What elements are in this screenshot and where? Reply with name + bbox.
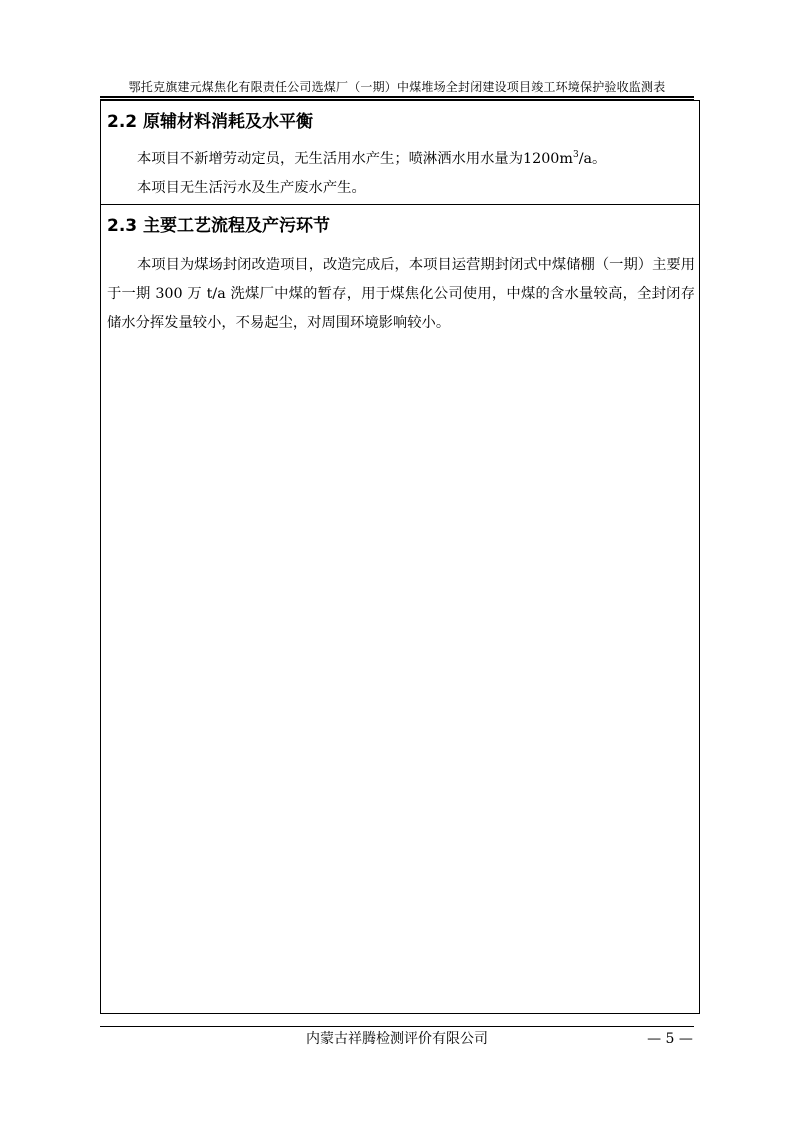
water-volume-unit: /a。 xyxy=(578,151,607,167)
section-raw-materials xyxy=(101,101,699,205)
section-heading: 2.2 原辅材料消耗及水平衡 xyxy=(107,112,314,132)
water-volume-exponent: 3 xyxy=(572,150,579,161)
footer-company: 内蒙古祥腾检测评价有限公司 xyxy=(306,1031,488,1047)
paragraph-text: 本项目不新增劳动定员，无生活用水产生；喷淋洒水用水量为 xyxy=(137,151,524,167)
page-number: — 5 — xyxy=(647,1031,693,1047)
header-rule xyxy=(100,96,694,98)
section-heading: 2.3 主要工艺流程及产污环节 xyxy=(107,216,331,236)
paragraph: 本项目为煤场封闭改造项目，改造完成后，本项目运营期封闭式中煤储棚（一期）主要用于一期 300 万 t/a 洗煤厂中煤的暂存，用于煤焦化公司使用，中煤的含水量较高，全封闭存储水分挥发量较小，不易起尘，对周围环境影响较小。 xyxy=(107,257,695,331)
water-volume-value: 1200m xyxy=(523,151,573,167)
paragraph: 本项目无生活污水及生产废水产生。 xyxy=(137,180,366,196)
content-table xyxy=(100,100,700,1014)
paragraph xyxy=(107,145,695,174)
running-header: 鄂托克旗建元煤焦化有限责任公司选煤厂（一期）中煤堆场全封闭建设项目竣工环境保护验收监测表 xyxy=(128,80,666,94)
footer-rule xyxy=(100,1026,694,1027)
section-process-flow xyxy=(101,205,699,1013)
